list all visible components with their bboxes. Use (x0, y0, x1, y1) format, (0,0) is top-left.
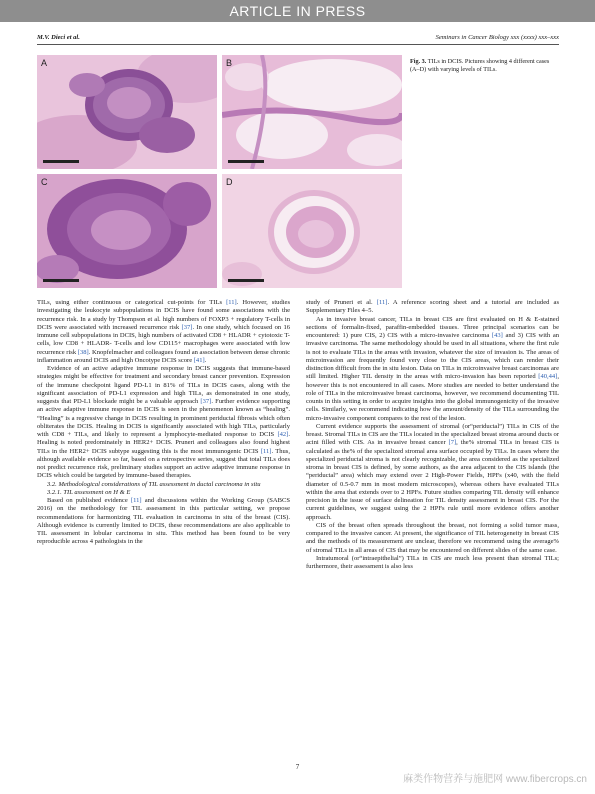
figure-panel-d (222, 174, 402, 288)
citation-link[interactable]: [11] (376, 299, 388, 306)
paragraph (37, 365, 290, 481)
text-run: , the% stromal TILs in breast CIS is calculated as the% of the specialized stromal area surface occupied by TILs. In cases where the specialized periductal stroma is not clearly recognizable, the area considered as the specialized stroma in breast CIS is defined, by some authors, as the area adjacent to the CIS islands (the “periductal” area) which may extend over 2 High-Power Fields, HPFs (x40, with the field diameter of 0.5-0.7 mm in most modern microscopes), whereas others have evaluated TILs within the area that extends over to 2 HPFs. Future studies comparing TIL density will enhance precision in the issue of surface delineation for TIL density assessment in breast CIS. For the current guidelines, we suggest using the 2 HPFs rule until more evidence offers another approach. (306, 439, 559, 521)
text-run: . Healing is noted predominately in HER2+ DCIS. Pruneri and colleagues also found highest TILs in the HER2+ DCIS subtype suggesting this is the most immunogenic DCIS (37, 431, 290, 455)
citation-link[interactable]: [43] (491, 332, 503, 339)
text-run: . Further evidence supporting an active adaptive immune response in DCIS is seen in the phenomenon known as “healing”. “Healing” is a regressive change in DCIS resulting in prominent periductal fibrosis which often obliterates the DCIS. Healing in DCIS is significantly associated with high TILs, particularly with CD8 + TILs, and likely to represent a lymphocyte-mediated response to DCIS (37, 398, 290, 438)
panel-label-c: C (41, 177, 48, 187)
panel-label-b: B (226, 58, 233, 68)
right-column (306, 299, 559, 571)
panel-label-d: D (226, 177, 233, 187)
figure-caption-text: TILs in DCIS. Pictures showing 4 different cases (A–D) with varying levels of TILs. (410, 58, 550, 73)
citation-link[interactable]: [41] (193, 356, 205, 364)
scale-bar (228, 160, 264, 163)
paragraph (306, 316, 559, 423)
histology-image-a (37, 55, 217, 169)
text-run: Current evidence supports the assessment of stromal (or“periductal”) TILs in CIS of the breast. Stromal TILs in CIS are the TILs located in the specialized breast stroma around ducts or acini filled with CIS. As in invasive breast cancer (306, 422, 559, 447)
figure-panel-a (37, 55, 217, 169)
figure-panel-b (222, 55, 402, 169)
text-run: TILs, using either continuous or categorical cut-points for TILs (37, 299, 227, 306)
citation-link[interactable]: [11] (260, 447, 272, 455)
running-header-authors: M.V. Dieci et al. (37, 34, 80, 41)
text-run: . In one study, which focused on 16 immune cell subpopulations in DCIS, high numbers of activated CD8 + HLADR + cytotoxic T-cells, low CD8 + HLADR- T-cells and low CD115+ macrophages were associated with low recurrence risk (37, 323, 291, 356)
text-run: and 3) CIS with an invasive carcinoma. The same methodology should be used in all situations, where the first rule is not to evaluate TILs in the areas with invasion, whatever the size of invasion is. The areas of microinvasion are frequently found very close to the CIS areas, which can render their distinction difficult from the in situ lesion. Data on TILs in microinvasive breast carcinomas are still limited. Higher TIL density in the areas with micro-invasion has been reported (306, 332, 559, 381)
text-run: Based on published evidence (47, 497, 131, 504)
text-run: As in invasive breast cancer, TILs in breast CIS are first evaluated on H & E-stained sections of formalin-fixed, paraffin-embedded tissues. Three principal scenarios can be encountered: 1) pure CIS, 2) CIS with a micro-invasive carcinoma (306, 315, 559, 339)
citation-link[interactable]: [40,44] (538, 373, 558, 381)
citation-link[interactable]: [7] (448, 439, 457, 447)
figure-caption (410, 58, 560, 74)
text-run: CIS of the breast often spreads throughout the breast, not forming a solid tumor mass, compared to the invasive cancer. At present, the significance of TIL heterogeneity in breast CIS and the methods of its measurement are unclear, therefore we recommend using the average% of stromal TILs in all areas of CIS that may be encountered on different slides of the same case. (306, 521, 559, 554)
histology-image-b (222, 55, 402, 169)
citation-link[interactable]: [42] (277, 431, 289, 438)
histology-image-d (222, 174, 402, 288)
scale-bar (43, 160, 79, 163)
paragraph (306, 555, 559, 572)
scale-bar (228, 279, 264, 282)
histology-image-c (37, 174, 217, 288)
paragraph (37, 497, 290, 547)
header-rule (37, 44, 559, 45)
text-run: study of Pruneri et al. (306, 299, 377, 306)
text-run: . (204, 356, 207, 364)
figure-panel-c (37, 174, 217, 288)
citation-link[interactable]: [11] (226, 299, 237, 306)
scale-bar (43, 279, 79, 282)
left-column (37, 299, 290, 547)
text-run: and discussions within the Working Group (SABCS 2016) on the methodology for TIL assessment in this particular setting, we propose recommendations for harmonizing TIL evaluation in carcinoma in situ of the breast (CIS). Although evidence is currently limited to DCIS, these recommendations are also applicable to TIL assessment in lobular carcinoma in situ. This method has been found to be very reproducible across 4 pathologists in the (37, 497, 290, 546)
text-run: . However, studies investigating the leukocyte subpopulations in DCIS have found some associations with the recurrence risk. In a study by Thompson et al. high numbers of FOXP3 + regulatory T-cells in DCIS were associated with increased recurrence risk (37, 299, 290, 331)
text-run: . Thus, although available evidence so far, based on a retrospective series, suggest that total TILs does not predict recurrence risk, preliminary studies support an active adaptive immune response in DCIS which could be targeted by immune-based therapies. (37, 447, 290, 480)
paragraph (306, 522, 559, 555)
paragraph (306, 299, 559, 316)
citation-link[interactable]: [37] (181, 323, 193, 331)
text-run: . A reference scoring sheet and a tutorial are included as Supplementary Files 4–5. (306, 299, 559, 315)
page-number: 7 (295, 763, 300, 771)
paragraph (37, 299, 290, 365)
article-in-press-banner: ARTICLE IN PRESS (0, 0, 595, 22)
text-run: Evidence of an active adaptive immune response in DCIS suggests that immune-based strategies might be effective for treatment and secondary breast cancer prevention. Expression of the immune checkpoint ligand PD-L1 in 81% of TILs in DCIS cases, along with the significant association of PD-L1 expression and high TILs, as demonstrated in one study, suggests that PD-L1 blockade might be a valuable approach (37, 365, 290, 405)
panel-label-a: A (41, 58, 48, 68)
citation-link[interactable]: [38] (77, 348, 89, 356)
section-title: 3.2. Methodological considerations of TIL assessment in ductal carcinoma in situ (47, 480, 261, 488)
text-run: Intratumoral (or“intraepithelial”) TILs in CIS are much less present than stromal TILs; furthermore, their assessment is also less (306, 554, 559, 570)
text-run: . Knopfelmacher and colleagues found an association between dense chronic inflammation around DCIS and high Oncotype DCIS score (37, 348, 290, 364)
citation-link[interactable]: [11] (130, 497, 142, 504)
citation-link[interactable]: [37] (200, 398, 212, 405)
figure-caption-label: Fig. 3. (410, 58, 427, 65)
watermark: 麻类作物营养与施肥网 www.fibercrops.cn (403, 774, 587, 785)
text-run: , however this is not encountered in all cases. More studies are needed to better understand the role of TILs in the microinvasive breast carcinoma, however, we recommend documenting TIL counts in this setting in order to acquire insights into the global immunogenicity of the invasive cells. Similarly, we recommend indicating how the amount/density of the TILs surrounding the micro-invasive component compares to the rest of the lesion. (306, 373, 559, 422)
paragraph (306, 423, 559, 522)
figure-3 (37, 55, 403, 288)
subsection-title: 3.2.1. TIL assessment on H & E (47, 488, 131, 496)
running-header-journal: Seminars in Cancer Biology xxx (xxxx) xxx–xxx (435, 34, 559, 41)
